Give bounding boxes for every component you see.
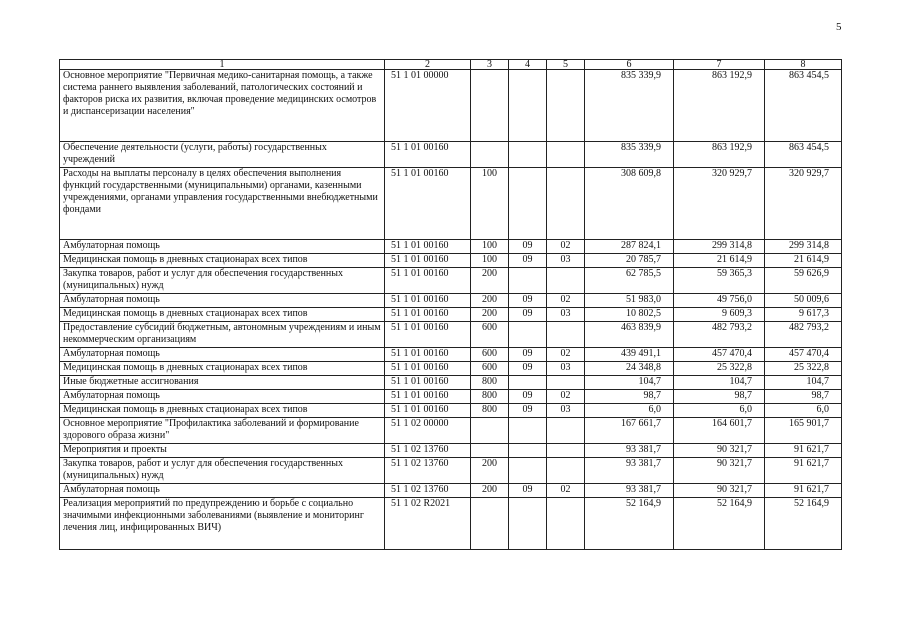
budget-code-cell: 51 1 01 00160 xyxy=(385,168,471,240)
amount-col6-cell: 62 785,5 xyxy=(585,268,674,294)
amount-col7-cell: 52 164,9 xyxy=(674,498,765,550)
amount-col7-cell: 90 321,7 xyxy=(674,484,765,498)
amount-col8-cell: 91 621,7 xyxy=(765,444,842,458)
amount-col7-cell: 25 322,8 xyxy=(674,362,765,376)
table-row xyxy=(60,254,842,268)
budget-code-cell: 51 1 01 00160 xyxy=(385,390,471,404)
activity-name-cell: Медицинская помощь в дневных стационарах всех типов xyxy=(60,362,385,376)
table-row xyxy=(60,70,842,142)
amount-col7-cell: 863 192,9 xyxy=(674,70,765,142)
budget-code-cell: 51 1 01 00160 xyxy=(385,348,471,362)
budget-code-cell: 51 1 01 00160 xyxy=(385,404,471,418)
subsection-cell xyxy=(547,70,585,142)
budget-code-cell: 51 1 01 00160 xyxy=(385,322,471,348)
subsection-cell: 03 xyxy=(547,362,585,376)
activity-name-cell: Амбулаторная помощь xyxy=(60,294,385,308)
budget-code-cell: 51 1 02 13760 xyxy=(385,458,471,484)
expense-type-cell: 800 xyxy=(471,390,509,404)
activity-name-cell: Мероприятия и проекты xyxy=(60,444,385,458)
expense-type-cell: 600 xyxy=(471,322,509,348)
table-row xyxy=(60,294,842,308)
amount-col8-cell: 482 793,2 xyxy=(765,322,842,348)
amount-col6-cell: 287 824,1 xyxy=(585,240,674,254)
expense-type-cell xyxy=(471,444,509,458)
table-row xyxy=(60,418,842,444)
expense-type-cell: 200 xyxy=(471,484,509,498)
amount-col8-cell: 299 314,8 xyxy=(765,240,842,254)
subsection-cell xyxy=(547,444,585,458)
expense-type-cell: 100 xyxy=(471,254,509,268)
budget-code-cell: 51 1 01 00160 xyxy=(385,254,471,268)
budget-code-cell: 51 1 02 R2021 xyxy=(385,498,471,550)
amount-col6-cell: 52 164,9 xyxy=(585,498,674,550)
amount-col7-cell: 59 365,3 xyxy=(674,268,765,294)
section-cell xyxy=(509,142,547,168)
expense-type-cell: 600 xyxy=(471,362,509,376)
amount-col8-cell: 98,7 xyxy=(765,390,842,404)
expense-type-cell: 100 xyxy=(471,168,509,240)
section-cell xyxy=(509,418,547,444)
budget-code-cell: 51 1 01 00160 xyxy=(385,376,471,390)
activity-name-cell: Реализация мероприятий по предупреждению и борьбе с социально значимыми инфекционными заболеваниями (выявление и мониторинг лечения лиц, инфицированных ВИЧ) xyxy=(60,498,385,550)
section-cell: 09 xyxy=(509,308,547,322)
amount-col7-cell: 21 614,9 xyxy=(674,254,765,268)
subsection-cell: 03 xyxy=(547,308,585,322)
subsection-cell: 02 xyxy=(547,294,585,308)
budget-code-cell: 51 1 02 13760 xyxy=(385,444,471,458)
budget-code-cell: 51 1 02 13760 xyxy=(385,484,471,498)
amount-col6-cell: 6,0 xyxy=(585,404,674,418)
section-cell: 09 xyxy=(509,362,547,376)
amount-col6-cell: 308 609,8 xyxy=(585,168,674,240)
amount-col7-cell: 863 192,9 xyxy=(674,142,765,168)
amount-col6-cell: 98,7 xyxy=(585,390,674,404)
expense-type-cell xyxy=(471,70,509,142)
subsection-cell: 02 xyxy=(547,240,585,254)
header-cell-1: 1 xyxy=(60,60,385,70)
amount-col8-cell: 6,0 xyxy=(765,404,842,418)
amount-col7-cell: 457 470,4 xyxy=(674,348,765,362)
section-cell xyxy=(509,322,547,348)
activity-name-cell: Амбулаторная помощь xyxy=(60,348,385,362)
amount-col6-cell: 51 983,0 xyxy=(585,294,674,308)
table-row xyxy=(60,498,842,550)
table-row xyxy=(60,390,842,404)
section-cell xyxy=(509,444,547,458)
subsection-cell xyxy=(547,168,585,240)
page-number: 5 xyxy=(836,21,842,33)
subsection-cell: 03 xyxy=(547,404,585,418)
activity-name-cell: Амбулаторная помощь xyxy=(60,390,385,404)
header-row xyxy=(60,60,842,70)
expense-type-cell: 200 xyxy=(471,294,509,308)
table-row xyxy=(60,268,842,294)
section-cell: 09 xyxy=(509,240,547,254)
header-cell-4: 4 xyxy=(509,60,547,70)
section-cell: 09 xyxy=(509,390,547,404)
subsection-cell xyxy=(547,458,585,484)
section-cell: 09 xyxy=(509,294,547,308)
amount-col6-cell: 20 785,7 xyxy=(585,254,674,268)
table-row xyxy=(60,458,842,484)
activity-name-cell: Амбулаторная помощь xyxy=(60,240,385,254)
expense-type-cell: 800 xyxy=(471,376,509,390)
subsection-cell: 02 xyxy=(547,348,585,362)
subsection-cell xyxy=(547,142,585,168)
subsection-cell xyxy=(547,322,585,348)
table-row xyxy=(60,484,842,498)
amount-col7-cell: 9 609,3 xyxy=(674,308,765,322)
activity-name-cell: Основное мероприятие "Первичная медико-санитарная помощь, а также система раннего выявления заболеваний, патологических состояний и факторов риска их развития, включая проведение медицинских осмотров и диспансеризации населения" xyxy=(60,70,385,142)
amount-col8-cell: 50 009,6 xyxy=(765,294,842,308)
subsection-cell: 02 xyxy=(547,390,585,404)
activity-name-cell: Предоставление субсидий бюджетным, автономным учреждениям и иным некоммерческим организациям xyxy=(60,322,385,348)
header-cell-7: 7 xyxy=(674,60,765,70)
subsection-cell: 02 xyxy=(547,484,585,498)
section-cell: 09 xyxy=(509,348,547,362)
budget-code-cell: 51 1 01 00160 xyxy=(385,142,471,168)
table-row xyxy=(60,168,842,240)
section-cell xyxy=(509,168,547,240)
table-row xyxy=(60,348,842,362)
amount-col8-cell: 104,7 xyxy=(765,376,842,390)
budget-code-cell: 51 1 02 00000 xyxy=(385,418,471,444)
activity-name-cell: Медицинская помощь в дневных стационарах всех типов xyxy=(60,404,385,418)
table-row xyxy=(60,308,842,322)
amount-col6-cell: 104,7 xyxy=(585,376,674,390)
amount-col7-cell: 104,7 xyxy=(674,376,765,390)
amount-col7-cell: 482 793,2 xyxy=(674,322,765,348)
expense-type-cell: 200 xyxy=(471,308,509,322)
amount-col6-cell: 439 491,1 xyxy=(585,348,674,362)
header-cell-8: 8 xyxy=(765,60,842,70)
expense-type-cell: 200 xyxy=(471,458,509,484)
subsection-cell: 03 xyxy=(547,254,585,268)
amount-col7-cell: 49 756,0 xyxy=(674,294,765,308)
amount-col6-cell: 835 339,9 xyxy=(585,70,674,142)
header-cell-2: 2 xyxy=(385,60,471,70)
budget-code-cell: 51 1 01 00000 xyxy=(385,70,471,142)
amount-col7-cell: 90 321,7 xyxy=(674,444,765,458)
expense-type-cell xyxy=(471,498,509,550)
table-row xyxy=(60,142,842,168)
header-cell-3: 3 xyxy=(471,60,509,70)
table-row xyxy=(60,444,842,458)
budget-code-cell: 51 1 01 00160 xyxy=(385,308,471,322)
section-cell: 09 xyxy=(509,254,547,268)
budget-table xyxy=(59,59,842,550)
header-cell-6: 6 xyxy=(585,60,674,70)
section-cell xyxy=(509,70,547,142)
budget-code-cell: 51 1 01 00160 xyxy=(385,268,471,294)
activity-name-cell: Обеспечение деятельности (услуги, работы) государственных учреждений xyxy=(60,142,385,168)
header-cell-5: 5 xyxy=(547,60,585,70)
amount-col7-cell: 98,7 xyxy=(674,390,765,404)
amount-col8-cell: 863 454,5 xyxy=(765,142,842,168)
amount-col6-cell: 167 661,7 xyxy=(585,418,674,444)
section-cell: 09 xyxy=(509,484,547,498)
expense-type-cell xyxy=(471,418,509,444)
expense-type-cell: 100 xyxy=(471,240,509,254)
amount-col7-cell: 164 601,7 xyxy=(674,418,765,444)
amount-col7-cell: 6,0 xyxy=(674,404,765,418)
amount-col6-cell: 93 381,7 xyxy=(585,458,674,484)
amount-col6-cell: 93 381,7 xyxy=(585,484,674,498)
amount-col8-cell: 91 621,7 xyxy=(765,484,842,498)
amount-col8-cell: 91 621,7 xyxy=(765,458,842,484)
subsection-cell xyxy=(547,268,585,294)
activity-name-cell: Амбулаторная помощь xyxy=(60,484,385,498)
section-cell xyxy=(509,376,547,390)
amount-col8-cell: 320 929,7 xyxy=(765,168,842,240)
table-row xyxy=(60,240,842,254)
amount-col7-cell: 90 321,7 xyxy=(674,458,765,484)
expense-type-cell xyxy=(471,142,509,168)
amount-col8-cell: 21 614,9 xyxy=(765,254,842,268)
expense-type-cell: 600 xyxy=(471,348,509,362)
amount-col8-cell: 52 164,9 xyxy=(765,498,842,550)
activity-name-cell: Медицинская помощь в дневных стационарах всех типов xyxy=(60,308,385,322)
activity-name-cell: Основное мероприятие "Профилактика заболеваний и формирование здорового образа жизни" xyxy=(60,418,385,444)
budget-code-cell: 51 1 01 00160 xyxy=(385,362,471,376)
table-row xyxy=(60,376,842,390)
amount-col8-cell: 457 470,4 xyxy=(765,348,842,362)
expense-type-cell: 800 xyxy=(471,404,509,418)
activity-name-cell: Закупка товаров, работ и услуг для обеспечения государственных (муниципальных) нужд xyxy=(60,458,385,484)
table-row xyxy=(60,362,842,376)
amount-col7-cell: 320 929,7 xyxy=(674,168,765,240)
amount-col8-cell: 25 322,8 xyxy=(765,362,842,376)
section-cell xyxy=(509,268,547,294)
table-row xyxy=(60,322,842,348)
amount-col6-cell: 463 839,9 xyxy=(585,322,674,348)
budget-code-cell: 51 1 01 00160 xyxy=(385,294,471,308)
amount-col7-cell: 299 314,8 xyxy=(674,240,765,254)
budget-code-cell: 51 1 01 00160 xyxy=(385,240,471,254)
activity-name-cell: Расходы на выплаты персоналу в целях обеспечения выполнения функций государственными (муниципальными) органами, казенными учреждениями, органами управления государственными внебюджетными фондами xyxy=(60,168,385,240)
expense-type-cell: 200 xyxy=(471,268,509,294)
table-row xyxy=(60,404,842,418)
section-cell xyxy=(509,498,547,550)
activity-name-cell: Закупка товаров, работ и услуг для обеспечения государственных (муниципальных) нужд xyxy=(60,268,385,294)
amount-col8-cell: 59 626,9 xyxy=(765,268,842,294)
amount-col6-cell: 835 339,9 xyxy=(585,142,674,168)
subsection-cell xyxy=(547,498,585,550)
amount-col6-cell: 10 802,5 xyxy=(585,308,674,322)
subsection-cell xyxy=(547,376,585,390)
amount-col8-cell: 863 454,5 xyxy=(765,70,842,142)
amount-col8-cell: 9 617,3 xyxy=(765,308,842,322)
section-cell xyxy=(509,458,547,484)
amount-col6-cell: 24 348,8 xyxy=(585,362,674,376)
amount-col6-cell: 93 381,7 xyxy=(585,444,674,458)
activity-name-cell: Медицинская помощь в дневных стационарах всех типов xyxy=(60,254,385,268)
activity-name-cell: Иные бюджетные ассигнования xyxy=(60,376,385,390)
section-cell: 09 xyxy=(509,404,547,418)
subsection-cell xyxy=(547,418,585,444)
amount-col8-cell: 165 901,7 xyxy=(765,418,842,444)
